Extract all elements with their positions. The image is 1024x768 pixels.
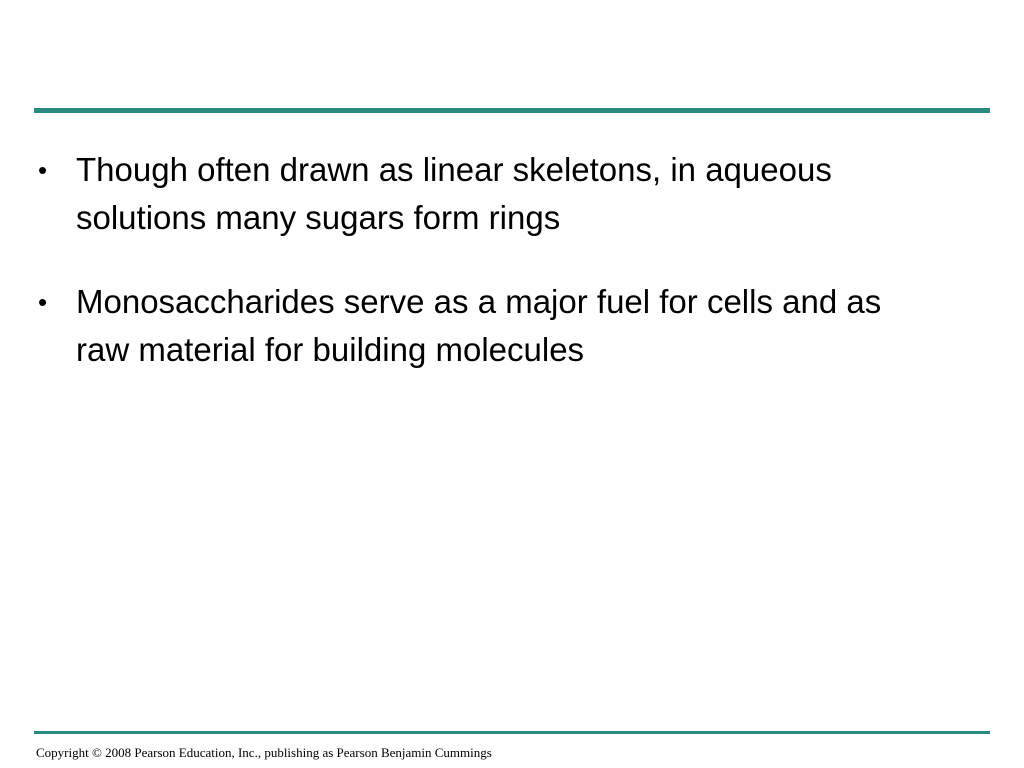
bullet-icon: • <box>38 155 48 185</box>
bullet-text: Monosaccharides serve as a major fuel for cells and as raw material for building molecules <box>76 283 882 368</box>
top-divider <box>34 108 990 113</box>
bullet-item <box>36 278 936 374</box>
bullet-text: Though often drawn as linear skeletons, in aqueous solutions many sugars form rings <box>76 151 832 236</box>
bullet-list <box>36 146 936 410</box>
bottom-divider <box>34 731 990 734</box>
bullet-icon: • <box>38 287 48 317</box>
copyright-footer: Copyright © 2008 Pearson Education, Inc., publishing as Pearson Benjamin Cummings <box>36 745 492 760</box>
bullet-item <box>36 146 936 242</box>
